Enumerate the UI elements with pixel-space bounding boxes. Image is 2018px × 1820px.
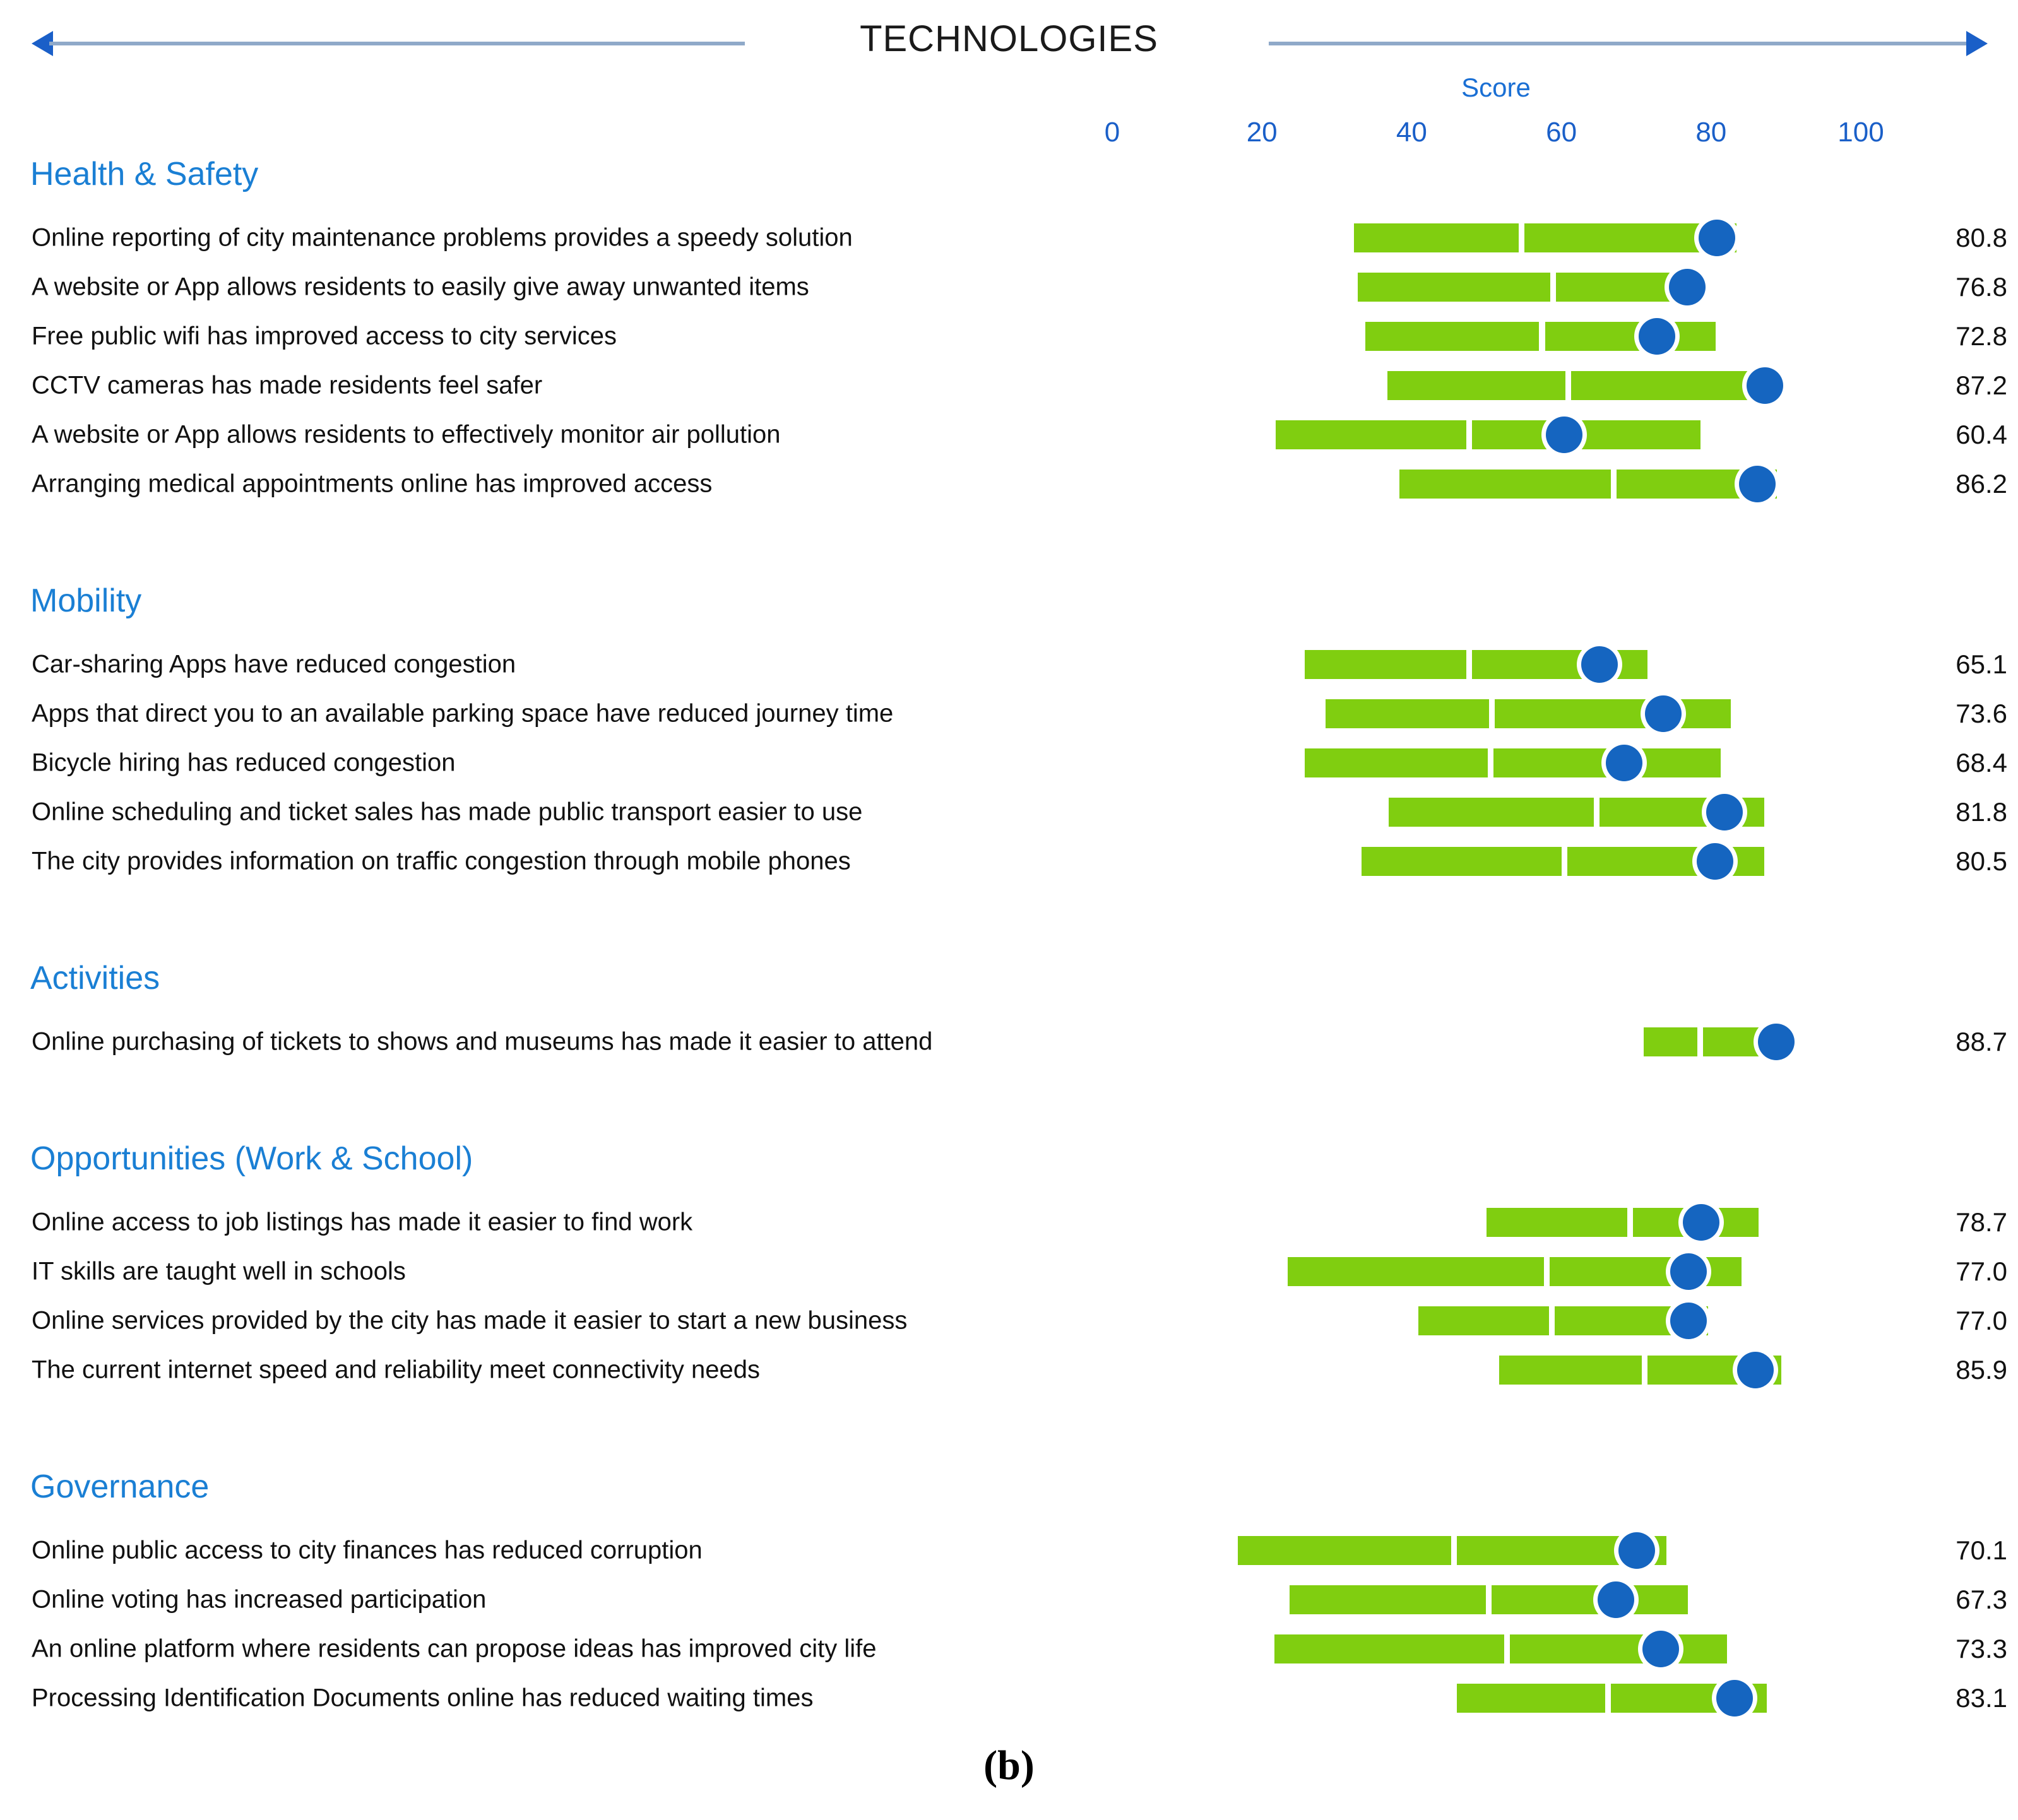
row-label: Online reporting of city maintenance problems provides a speedy solution xyxy=(32,223,853,252)
bar-segment-lower xyxy=(1387,371,1565,400)
row-score-value: 65.1 xyxy=(1956,649,2007,679)
row-bar-wrap xyxy=(0,1247,2018,1296)
group-rows xyxy=(0,213,2018,509)
bar-segment-lower xyxy=(1362,847,1562,876)
row-score-value: 88.7 xyxy=(1956,1027,2007,1056)
group-title: Activities xyxy=(30,960,160,996)
chart-row xyxy=(0,788,2018,837)
group-title-spacer xyxy=(0,1503,2018,1526)
row-label: Online access to job listings has made it easier to find work xyxy=(32,1208,693,1236)
group-rows xyxy=(0,1198,2018,1395)
group-title: Mobility xyxy=(30,582,142,619)
score-marker-dot xyxy=(1716,1680,1753,1717)
row-score-value: 76.8 xyxy=(1956,272,2007,302)
row-label: Car-sharing Apps have reduced congestion xyxy=(32,650,516,678)
row-label: Bicycle hiring has reduced congestion xyxy=(32,748,456,777)
row-score-value: 70.1 xyxy=(1956,1535,2007,1565)
chart-row xyxy=(0,1624,2018,1674)
row-bar-wrap xyxy=(0,410,2018,459)
right-arrow-line xyxy=(1269,42,1966,45)
group-title-spacer xyxy=(0,995,2018,1017)
chart-row xyxy=(0,459,2018,509)
group-title-spacer xyxy=(0,1175,2018,1198)
row-label: The current internet speed and reliability meet connectivity needs xyxy=(32,1356,760,1384)
row-bar-wrap xyxy=(0,837,2018,886)
x-axis-tick-0: 0 xyxy=(1104,117,1120,148)
bar-segment-upper xyxy=(1571,371,1775,400)
chart-row xyxy=(0,1345,2018,1395)
row-label: CCTV cameras has made residents feel safer xyxy=(32,371,543,399)
bar-segment-upper xyxy=(1703,1027,1764,1056)
chart-row xyxy=(0,1674,2018,1723)
bar-segment-lower xyxy=(1358,273,1550,302)
score-marker-dot xyxy=(1683,1204,1719,1241)
bar-segment-lower xyxy=(1238,1536,1451,1565)
row-bar-wrap xyxy=(0,312,2018,361)
bar-segment-lower xyxy=(1457,1684,1605,1713)
chart-row xyxy=(0,1296,2018,1345)
group-opportunities-work-school xyxy=(0,1142,2018,1395)
figure-caption: (b) xyxy=(983,1742,1035,1788)
row-bar-wrap xyxy=(0,1198,2018,1247)
row-label: Processing Identification Documents online has reduced waiting times xyxy=(32,1684,814,1712)
row-bar-wrap xyxy=(0,263,2018,312)
row-bar-wrap xyxy=(0,1345,2018,1395)
row-label: Online public access to city finances has reduced corruption xyxy=(32,1536,703,1564)
group-rows xyxy=(0,1017,2018,1067)
x-axis-tick-20: 20 xyxy=(1246,117,1278,148)
chart-row xyxy=(0,213,2018,263)
row-score-value: 77.0 xyxy=(1956,1256,2007,1286)
row-label: Apps that direct you to an available parking space have reduced journey time xyxy=(32,699,894,728)
row-score-value: 73.6 xyxy=(1956,699,2007,728)
row-score-value: 78.7 xyxy=(1956,1207,2007,1237)
bar-segment-upper xyxy=(1550,1257,1742,1286)
bar-segment-upper xyxy=(1472,650,1647,679)
row-label: Online purchasing of tickets to shows and museums has made it easier to attend xyxy=(32,1027,933,1056)
row-label: A website or App allows residents to effectively monitor air pollution xyxy=(32,420,781,449)
bar-segment-lower xyxy=(1365,322,1540,351)
bar-segment-upper xyxy=(1472,420,1700,449)
technologies-banner xyxy=(0,0,2018,76)
row-label: Free public wifi has improved access to city services xyxy=(32,322,617,350)
row-score-value: 85.9 xyxy=(1956,1355,2007,1385)
bar-segment-lower xyxy=(1276,420,1467,449)
group-title-spacer xyxy=(0,191,2018,213)
chart-row xyxy=(0,312,2018,361)
bar-segment-lower xyxy=(1274,1634,1504,1663)
x-axis-tick-60: 60 xyxy=(1546,117,1577,148)
row-score-value: 86.2 xyxy=(1956,469,2007,499)
score-marker-dot xyxy=(1739,466,1776,502)
score-marker-dot xyxy=(1747,367,1783,404)
row-score-value: 68.4 xyxy=(1956,748,2007,777)
group-spacer xyxy=(0,509,2018,584)
row-bar-wrap xyxy=(0,640,2018,689)
group-governance xyxy=(0,1470,2018,1723)
bar-segment-lower xyxy=(1644,1027,1697,1056)
row-label: Arranging medical appointments online has improved access xyxy=(32,470,713,498)
bar-segment-upper xyxy=(1495,699,1731,728)
x-axis-tick-100: 100 xyxy=(1837,117,1884,148)
score-marker-dot xyxy=(1670,1303,1707,1339)
row-score-value: 60.4 xyxy=(1956,420,2007,449)
score-marker-dot xyxy=(1737,1352,1774,1388)
bar-segment-lower xyxy=(1290,1585,1486,1614)
chart-row xyxy=(0,689,2018,738)
score-marker-dot xyxy=(1642,1631,1679,1667)
score-marker-dot xyxy=(1697,843,1733,880)
chart-row xyxy=(0,263,2018,312)
row-bar-wrap xyxy=(0,1296,2018,1345)
row-bar-wrap xyxy=(0,1017,2018,1067)
score-marker-dot xyxy=(1546,417,1582,453)
bar-segment-upper xyxy=(1492,1585,1688,1614)
chart-row xyxy=(0,1198,2018,1247)
banner-title: TECHNOLOGIES xyxy=(860,18,1158,59)
row-label: IT skills are taught well in schools xyxy=(32,1257,406,1285)
bar-segment-upper xyxy=(1567,847,1764,876)
bar-segment-lower xyxy=(1399,470,1611,499)
row-bar-wrap xyxy=(0,213,2018,263)
chart-row xyxy=(0,640,2018,689)
group-spacer xyxy=(0,1395,2018,1470)
chart-row xyxy=(0,361,2018,410)
score-marker-dot xyxy=(1669,269,1706,305)
bar-segment-lower xyxy=(1418,1306,1549,1335)
row-bar-wrap xyxy=(0,1575,2018,1624)
row-label: Online services provided by the city has made it easier to start a new business xyxy=(32,1306,908,1335)
row-bar-wrap xyxy=(0,689,2018,738)
chart-row xyxy=(0,837,2018,886)
group-mobility xyxy=(0,584,2018,886)
score-marker-dot xyxy=(1581,646,1618,683)
row-label: Online voting has increased participation xyxy=(32,1585,487,1614)
chart-body xyxy=(0,158,2018,1723)
row-label: An online platform where residents can propose ideas has improved city life xyxy=(32,1634,877,1663)
chart-row xyxy=(0,410,2018,459)
row-label: The city provides information on traffic congestion through mobile phones xyxy=(32,847,851,875)
bar-segment-lower xyxy=(1389,798,1594,827)
chart-row xyxy=(0,738,2018,788)
axis-title-score: Score xyxy=(1461,73,1531,102)
bar-segment-lower xyxy=(1305,748,1488,777)
group-spacer xyxy=(0,1067,2018,1142)
x-axis-ticks xyxy=(0,117,2018,155)
group-health-safety xyxy=(0,158,2018,509)
group-activities xyxy=(0,962,2018,1067)
chart-row xyxy=(0,1017,2018,1067)
chart-row xyxy=(0,1575,2018,1624)
group-title-spacer xyxy=(0,617,2018,640)
bar-segment-lower xyxy=(1499,1356,1642,1385)
score-marker-dot xyxy=(1670,1253,1707,1290)
score-marker-dot xyxy=(1758,1024,1795,1060)
row-score-value: 80.8 xyxy=(1956,223,2007,252)
bar-segment-lower xyxy=(1305,650,1467,679)
bar-segment-lower xyxy=(1288,1257,1544,1286)
bar-segment-lower xyxy=(1487,1208,1627,1237)
score-marker-dot xyxy=(1706,794,1743,830)
row-score-value: 83.1 xyxy=(1956,1683,2007,1713)
row-score-value: 81.8 xyxy=(1956,797,2007,827)
chart-row xyxy=(0,1247,2018,1296)
x-axis-tick-80: 80 xyxy=(1695,117,1727,148)
row-score-value: 72.8 xyxy=(1956,321,2007,351)
row-score-value: 80.5 xyxy=(1956,846,2007,876)
row-bar-wrap xyxy=(0,738,2018,788)
row-score-value: 77.0 xyxy=(1956,1306,2007,1335)
row-score-value: 87.2 xyxy=(1956,370,2007,400)
score-marker-dot xyxy=(1598,1581,1634,1618)
group-title: Health & Safety xyxy=(30,156,259,192)
group-rows xyxy=(0,640,2018,886)
row-bar-wrap xyxy=(0,459,2018,509)
right-arrow-icon xyxy=(1269,38,1988,49)
score-marker-dot xyxy=(1699,220,1735,256)
score-marker-dot xyxy=(1645,695,1682,732)
row-label: Online scheduling and ticket sales has made public transport easier to use xyxy=(32,798,863,826)
x-axis-tick-40: 40 xyxy=(1396,117,1427,148)
score-marker-dot xyxy=(1639,318,1675,355)
row-bar-wrap xyxy=(0,1526,2018,1575)
row-bar-wrap xyxy=(0,788,2018,837)
bar-segment-upper xyxy=(1545,322,1716,351)
row-label: A website or App allows residents to easily give away unwanted items xyxy=(32,273,809,301)
group-title: Governance xyxy=(30,1468,210,1505)
row-bar-wrap xyxy=(0,1674,2018,1723)
row-bar-wrap xyxy=(0,1624,2018,1674)
row-bar-wrap xyxy=(0,361,2018,410)
group-spacer xyxy=(0,886,2018,962)
score-marker-dot xyxy=(1606,745,1642,781)
group-rows xyxy=(0,1526,2018,1723)
bar-segment-lower xyxy=(1354,223,1519,252)
row-score-value: 73.3 xyxy=(1956,1634,2007,1663)
chart-row xyxy=(0,1526,2018,1575)
score-marker-dot xyxy=(1618,1532,1655,1569)
bar-segment-lower xyxy=(1326,699,1489,728)
right-arrow-head-icon xyxy=(1966,31,1988,56)
row-score-value: 67.3 xyxy=(1956,1585,2007,1614)
group-title: Opportunities (Work & School) xyxy=(30,1140,473,1177)
bar-segment-upper xyxy=(1510,1634,1727,1663)
